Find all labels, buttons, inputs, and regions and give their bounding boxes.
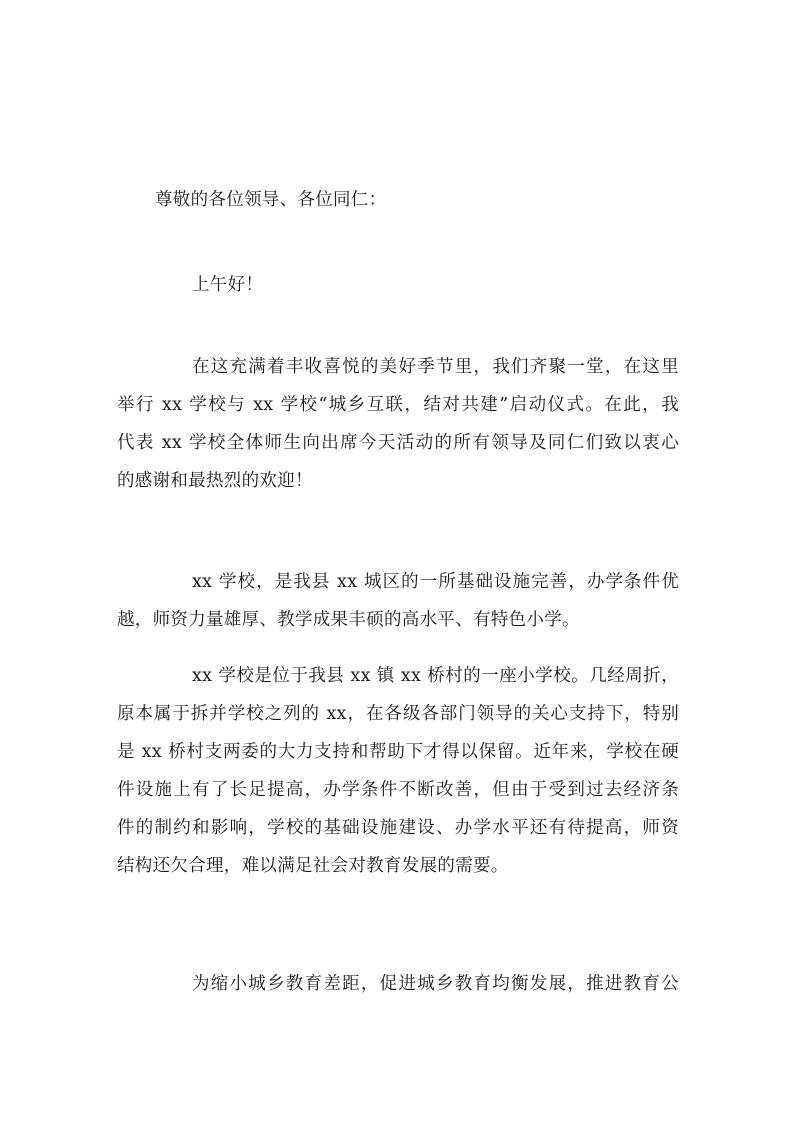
- paragraph-line: 件的制约和影响，学校的基础设施建设、办学水平还有待提高，师资: [117, 818, 679, 838]
- paragraph-line: xx 学校，是我县 xx 城区的一所基础设施完善，办学条件优: [192, 572, 679, 592]
- paragraph-village-school: [117, 657, 679, 885]
- paragraph-line: xx 学校是位于我县 xx 镇 xx 桥村的一座小学校。几经周折，: [192, 666, 679, 686]
- paragraph-line: 是 xx 桥村支两委的大力支持和帮助下才得以保留。近年来，学校在硬: [117, 742, 679, 762]
- paragraph-line: 的感谢和最热烈的欢迎！: [117, 471, 313, 491]
- paragraph-school-intro: [117, 563, 679, 639]
- paragraph-line: 代表 xx 学校全体师生向出席今天活动的所有领导及同仁们致以衷心: [117, 433, 679, 453]
- paragraph-line: 为缩小城乡教育差距，促进城乡教育均衡发展，推进教育公: [192, 974, 679, 994]
- salutation: 尊敬的各位领导、各位同仁：: [155, 190, 387, 210]
- paragraph-equity: [117, 965, 679, 1003]
- paragraph-line: 件设施上有了长足提高，办学条件不断改善，但由于受到过去经济条: [117, 780, 679, 800]
- greeting: 上午好！: [192, 275, 264, 295]
- paragraph-line: 原本属于拆并学校之列的 xx，在各级各部门领导的关心支持下，特别: [117, 704, 679, 724]
- paragraph-line: 越，师资力量雄厚、教学成果丰硕的高水平、有特色小学。: [117, 610, 580, 630]
- paragraph-line: 在这充满着丰收喜悦的美好季节里，我们齐聚一堂，在这里: [192, 357, 679, 377]
- paragraph-welcome: [117, 348, 679, 500]
- paragraph-line: 举行 xx 学校与 xx 学校“城乡互联，结对共建”启动仪式。在此，我: [117, 395, 679, 415]
- paragraph-line: 结构还欠合理，难以满足社会对教育发展的需要。: [117, 856, 509, 876]
